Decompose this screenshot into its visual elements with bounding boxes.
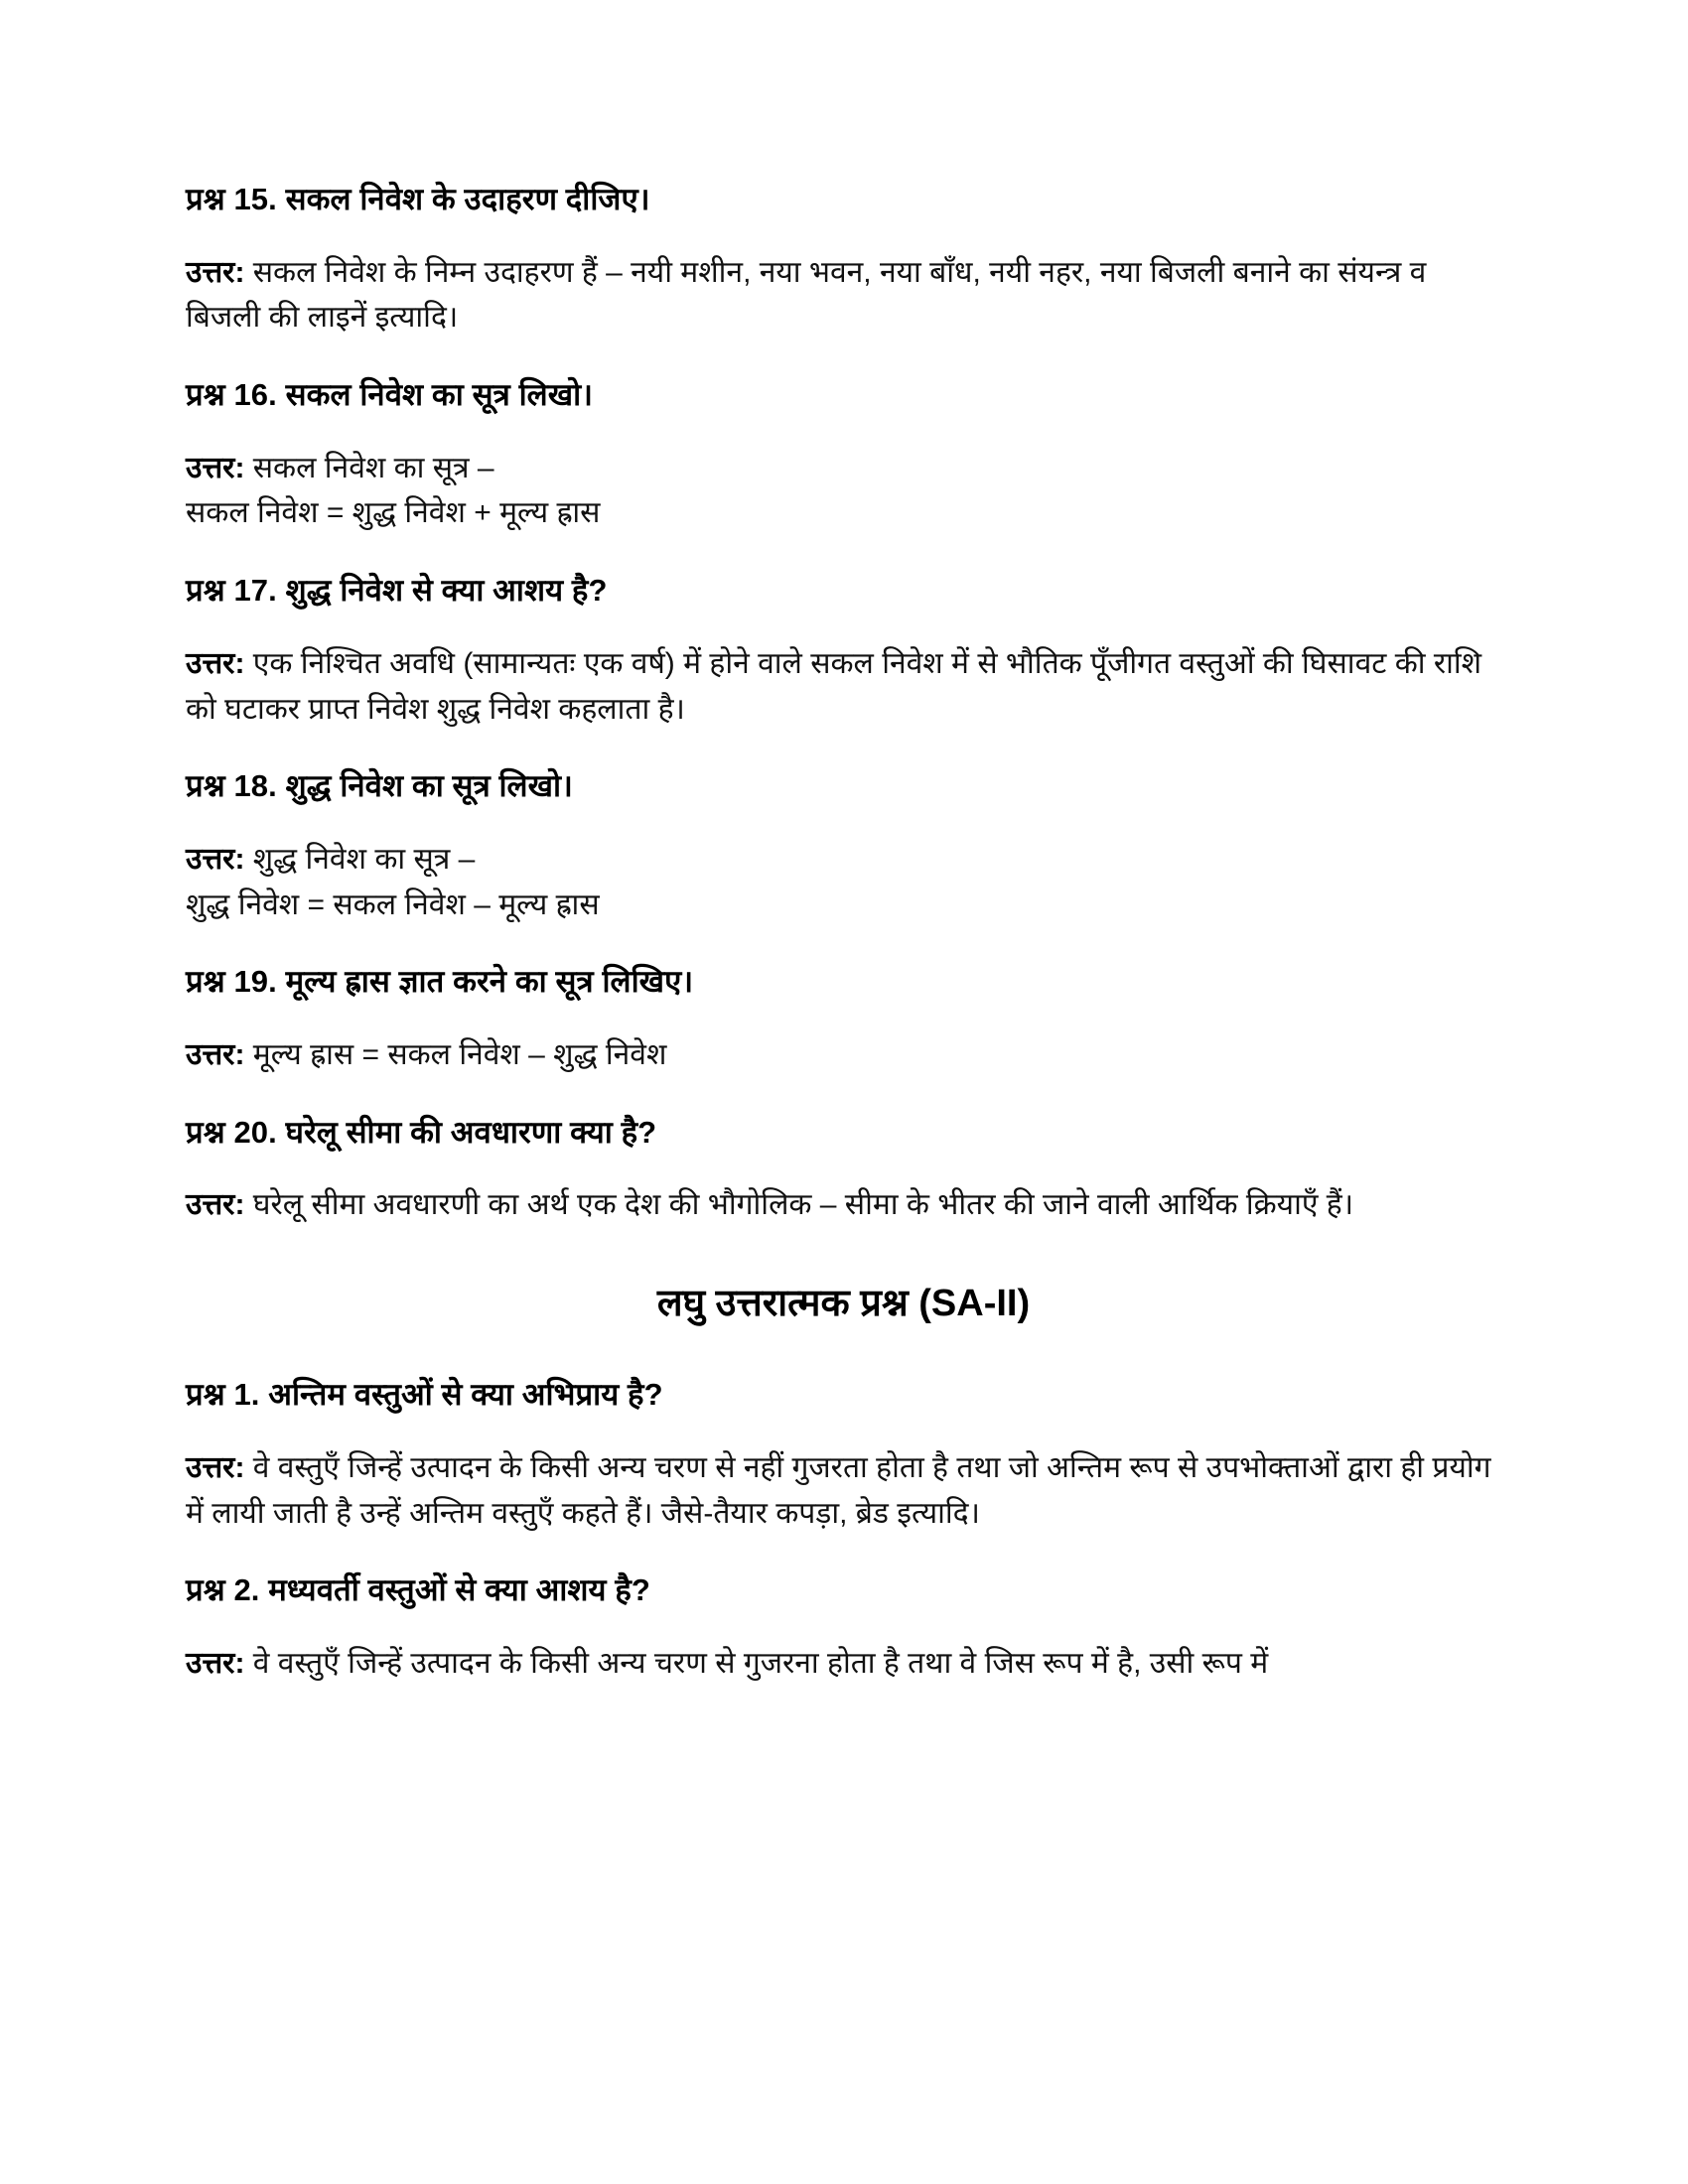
answer-text xyxy=(186,1641,1501,1687)
answer-body: शुद्ध निवेश का सूत्र – xyxy=(252,842,476,876)
answer-body: सकल निवेश का सूत्र – xyxy=(252,451,494,484)
answer-label: उत्तर: xyxy=(186,646,245,680)
answer-block xyxy=(186,641,1501,732)
answer-label: उत्तर: xyxy=(186,255,245,289)
answer-text xyxy=(186,1445,1501,1536)
answer-formula: सकल निवेश = शुद्ध निवेश + मूल्य ह्रास xyxy=(186,496,601,530)
answer-block xyxy=(186,1182,1501,1228)
answer-body: घरेलू सीमा अवधारणी का अर्थ एक देश की भौगोलिक – सीमा के भीतर की जाने वाली आर्थिक क्रियाएँ हैं। xyxy=(252,1188,1354,1222)
answer-body: वे वस्तुएँ जिन्हें उत्पादन के किसी अन्य चरण से नहीं गुजरता होता है तथा जो अन्तिम रूप से उपभोक्ताओं द्वारा ही प्रयोग में लायी जाती है उन्हें अन्तिम वस्तुएँ कहते हैं। जैसे-तैयार कपड़ा, ब्रेड इत्यादि। xyxy=(186,1451,1491,1530)
answer-formula: शुद्ध निवेश = सकल निवेश – मूल्य ह्रास xyxy=(186,887,600,921)
answer-block xyxy=(186,1032,1501,1078)
answer-text xyxy=(186,250,1501,341)
answer-body: वे वस्तुएँ जिन्हें उत्पादन के किसी अन्य चरण से गुजरना होता है तथा वे जिस रूप में है, उसी रूप में xyxy=(252,1647,1269,1681)
answer-label: उत्तर: xyxy=(186,1188,245,1222)
answer-text xyxy=(186,1032,1501,1078)
answer-block xyxy=(186,837,1501,927)
answer-block xyxy=(186,250,1501,341)
answer-block xyxy=(186,1445,1501,1536)
question-heading: प्रश्न 2. मध्यवर्ती वस्तुओं से क्या आशय है? xyxy=(186,1572,650,1608)
answer-text xyxy=(186,1182,1501,1228)
question-heading: प्रश्न 15. सकल निवेश के उदाहरण दीजिए। xyxy=(186,182,650,216)
answer-label: उत्तर: xyxy=(186,842,245,876)
answer-label: उत्तर: xyxy=(186,1451,245,1485)
answer-body: एक निश्चित अवधि (सामान्यतः एक वर्ष) में होने वाले सकल निवेश में से भौतिक पूँजीगत वस्तुओं की घिसावट की राशि को घटाकर प्राप्त निवेश शुद्ध निवेश कहलाता है। xyxy=(186,646,1482,726)
answer-block xyxy=(186,446,1501,536)
answer-label: उत्तर: xyxy=(186,1647,245,1681)
answer-body: मूल्य ह्रास = सकल निवेश – शुद्ध निवेश xyxy=(252,1037,667,1071)
answer-text xyxy=(186,837,1501,883)
answer-text xyxy=(186,446,1501,491)
question-heading: प्रश्न 17. शुद्ध निवेश से क्या आशय है? xyxy=(186,573,608,609)
question-heading: प्रश्न 1. अन्तिम वस्तुओं से क्या अभिप्राय है? xyxy=(186,1377,663,1413)
question-heading: प्रश्न 18. शुद्ध निवेश का सूत्र लिखो। xyxy=(186,768,574,804)
question-heading: प्रश्न 16. सकल निवेश का सूत्र लिखो। xyxy=(186,377,594,413)
answer-text xyxy=(186,641,1501,732)
answer-body: सकल निवेश के निम्न उदाहरण हैं – नयी मशीन, नया भवन, नया बाँध, नयी नहर, नया बिजली बनाने का संयन्त्र व बिजली की लाइनें इत्यादि। xyxy=(186,255,1427,335)
section-heading: लघु उत्तरात्मक प्रश्न (SA-II) xyxy=(656,1283,1031,1324)
document-content xyxy=(186,179,1501,1720)
answer-label: उत्तर: xyxy=(186,451,245,484)
question-heading: प्रश्न 19. मूल्य ह्रास ज्ञात करने का सूत्र लिखिए। xyxy=(186,964,694,1000)
question-heading: प्रश्न 20. घरेलू सीमा की अवधारणा क्या है? xyxy=(186,1114,657,1150)
answer-label: उत्तर: xyxy=(186,1037,245,1071)
answer-block xyxy=(186,1641,1501,1687)
